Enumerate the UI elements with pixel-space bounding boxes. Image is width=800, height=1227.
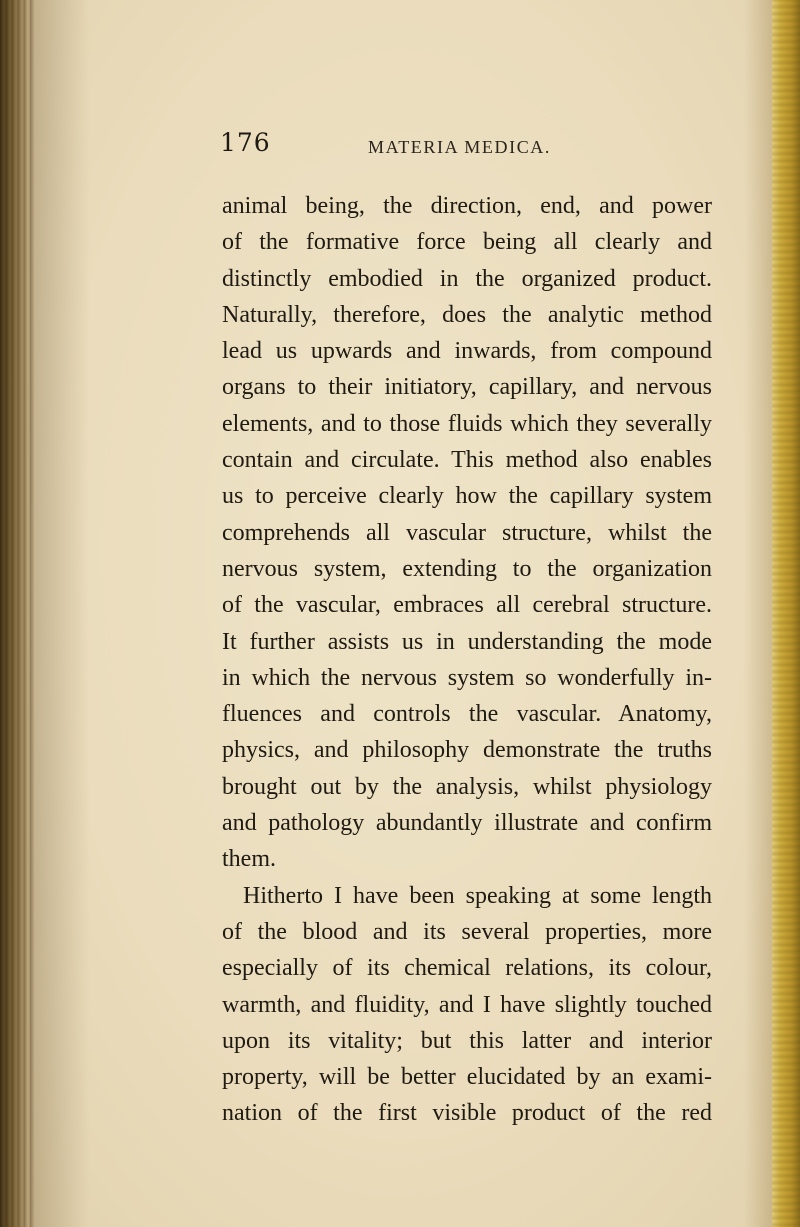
text-line: comprehends all vascular structure, whilst the <box>222 519 712 546</box>
text-line: It further assists us in understanding the mode <box>222 628 712 655</box>
text-line: of the blood and its several properties, more <box>222 918 712 945</box>
text-line: animal being, the direction, end, and power <box>222 193 712 219</box>
text-line: of the formative force being all clearly and <box>222 229 712 256</box>
text-line: contain and circulate. This method also enables <box>222 447 712 474</box>
text-line: warmth, and fluidity, and I have slightly touched <box>222 991 712 1018</box>
page-gutter <box>0 0 34 1227</box>
text-line: nervous system, extending to the organization <box>222 555 712 582</box>
page-header <box>220 128 710 168</box>
text-line: distinctly embodied in the organized product. <box>222 265 712 292</box>
text-line: property, will be better elucidated by an exami- <box>222 1064 712 1091</box>
text-line: organs to their initiatory, capillary, and nervous <box>222 374 712 401</box>
text-line: and pathology abundantly illustrate and confirm <box>222 810 712 837</box>
text-line: of the vascular, embraces all cerebral structure. <box>222 592 712 619</box>
running-head: MATERIA MEDICA. <box>368 137 552 157</box>
text-line: nation of the first visible product of the red <box>222 1100 712 1127</box>
text-line: fluences and controls the vascular. Anatomy, <box>222 701 712 728</box>
text-line: lead us upwards and inwards, from compound <box>222 338 712 365</box>
edge-shadow <box>744 0 774 1227</box>
text-line: us to perceive clearly how the capillary system <box>222 483 712 510</box>
page-edge <box>772 0 800 1227</box>
text-line: them. <box>222 846 276 873</box>
gutter-shadow <box>30 0 90 1227</box>
text-line: in which the nervous system so wonderfully in- <box>222 664 712 691</box>
page-number: 176 <box>220 128 271 157</box>
text-line: Naturally, therefore, does the analytic method <box>222 301 712 328</box>
body-text <box>222 188 712 1132</box>
text-line: upon its vitality; but this latter and interior <box>222 1027 712 1054</box>
text-line: especially of its chemical relations, its colour, <box>222 955 712 982</box>
text-line: Hitherto I have been speaking at some length <box>243 882 712 909</box>
text-line: brought out by the analysis, whilst physiology <box>222 773 712 800</box>
text-line: elements, and to those fluids which they severally <box>222 410 712 437</box>
text-line: physics, and philosophy demonstrate the truths <box>222 737 712 764</box>
